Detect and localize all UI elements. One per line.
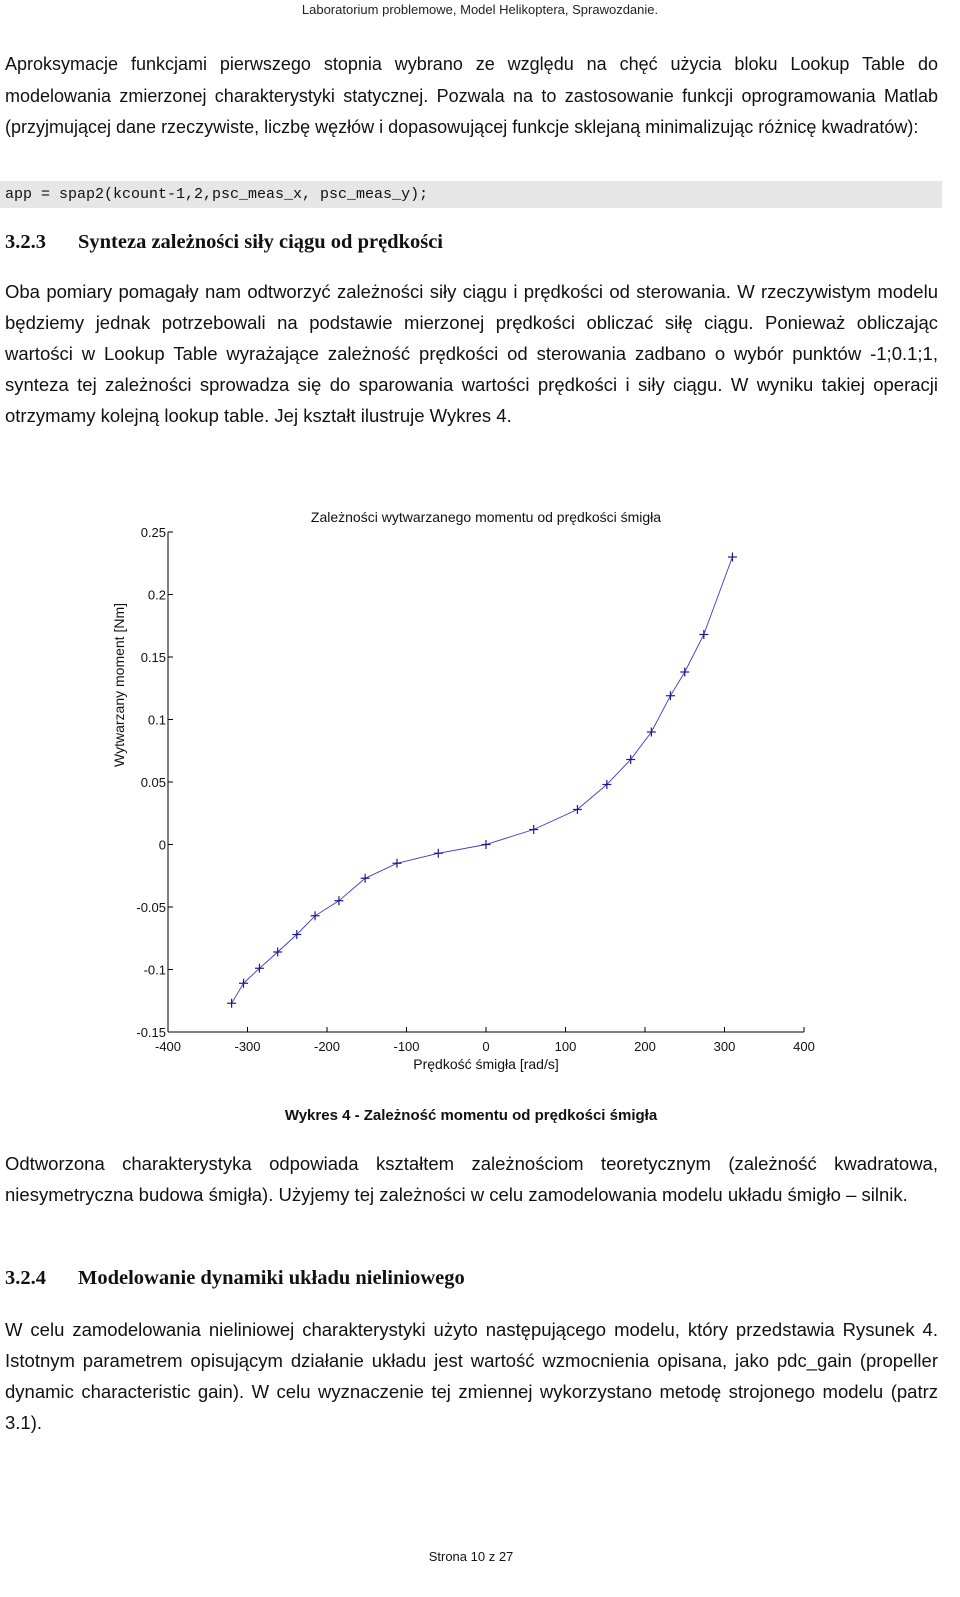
- chart-title: Zależności wytwarzanego momentu od prędkości śmigła: [310, 509, 662, 525]
- section-title: Synteza zależności siły ciągu od prędkości: [78, 231, 444, 253]
- paragraph-section-3-2-4: W celu zamodelowania nieliniowej charakterystyki użyto następującego modelu, który przedstawia Rysunek 4. Istotnym parametrem opisującym działanie układu jest wartość wzmocnienia opisana, jako pdc_gain (propeller dynamic characteristic gain). W celu wyznaczenie tej zmiennej wykorzystano metodę strojonego modelu (patrz 3.1).: [5, 1319, 938, 1433]
- data-point-marker: [666, 691, 675, 700]
- data-point-marker: [529, 825, 538, 834]
- x-tick-label: 100: [554, 1039, 577, 1054]
- data-point-marker: [434, 849, 443, 858]
- page-header: Laboratorium problemowe, Model Helikoptera, Sprawozdanie.: [301, 2, 659, 17]
- paragraph-intro: Aproksymacje funkcjami pierwszego stopnia wybrano ze względu na chęć użycia bloku Lookup Table do modelowania zmierzonej charakterystyki statycznej. Pozwala na to zastosowanie funkcji oprogramowania Matlab (przyjmującej dane rzeczywiste, liczbę węzłów i dopasowującej funkcje sklejaną minimalizując różnicę kwadratów):: [5, 54, 938, 137]
- page-footer: Strona 10 z 27: [428, 1549, 514, 1564]
- x-tick-label: -200: [313, 1039, 341, 1054]
- x-tick-label: -300: [234, 1039, 261, 1054]
- chart-svg: [98, 502, 838, 1082]
- y-tick-label: 0.25: [140, 525, 166, 540]
- x-tick-label: 200: [634, 1039, 656, 1054]
- chart: [98, 502, 838, 1082]
- section-heading-3-2-4: [5, 1264, 465, 1292]
- x-tick-label: 400: [793, 1039, 815, 1054]
- data-point-marker: [699, 630, 708, 639]
- x-tick-label: 300: [713, 1039, 736, 1054]
- y-tick-label: 0.05: [140, 775, 166, 790]
- data-point-marker: [392, 859, 401, 868]
- section-title: Modelowanie dynamiki układu nieliniowego: [78, 1267, 465, 1289]
- y-tick-label: -0.1: [143, 962, 166, 978]
- y-tick-label: 0.15: [140, 650, 166, 665]
- chart-xlabel: Prędkość śmigła [rad/s]: [413, 1056, 559, 1072]
- data-point-marker: [680, 668, 689, 677]
- code-line: app = spap2(kcount-1,2,psc_meas_x, psc_meas_y);: [0, 181, 942, 208]
- data-point-marker: [647, 728, 656, 737]
- paragraph-section-3-2-3: Oba pomiary pomagały nam odtworzyć zależności siły ciągu i prędkości od sterowania. W rzeczywistym modelu będziemy jednak potrzebowali na podstawie mierzonej prędkości obliczać siłę ciągu. Ponieważ obliczając wartości w Lookup Table wyrażające zależność prędkości od sterowania zadbano o wybór punktów -1;0.1;1, synteza tej zależności sprowadza się do sparowania wartości prędkości i siły ciągu. W wyniku takiej operacji otrzymamy kolejną lookup table. Jej kształt ilustruje Wykres 4.: [5, 281, 938, 426]
- y-tick-label: 0: [158, 837, 166, 853]
- x-tick-label: -100: [393, 1039, 420, 1054]
- figure-caption: Wykres 4 - Zależność momentu od prędkości śmigła: [284, 1107, 658, 1124]
- section-heading-3-2-3: [5, 228, 443, 256]
- x-tick-label: -400: [154, 1039, 182, 1054]
- paragraph-after-chart: Odtworzona charakterystyka odpowiada kształtem zależnościom teoretycznym (zależność kwadratowa, niesymetryczna budowa śmigła). Użyjemy tej zależności w celu zamodelowania modelu układu śmigło – silnik.: [5, 1153, 938, 1205]
- y-tick-label: -0.05: [136, 900, 166, 915]
- y-tick-label: 0.2: [147, 587, 166, 603]
- data-point-marker: [482, 840, 491, 849]
- section-number: 3.2.3: [5, 231, 46, 253]
- series-line: [232, 557, 733, 1003]
- chart-ylabel: Wytwarzany moment [Nm]: [111, 602, 127, 768]
- data-point-marker: [728, 553, 737, 562]
- data-point-marker: [227, 999, 236, 1008]
- y-tick-label: -0.15: [136, 1025, 166, 1040]
- x-tick-label: 0: [482, 1039, 490, 1054]
- chart-plot-area: [136, 525, 814, 1054]
- y-tick-label: 0.1: [147, 712, 166, 728]
- section-number: 3.2.4: [5, 1267, 46, 1289]
